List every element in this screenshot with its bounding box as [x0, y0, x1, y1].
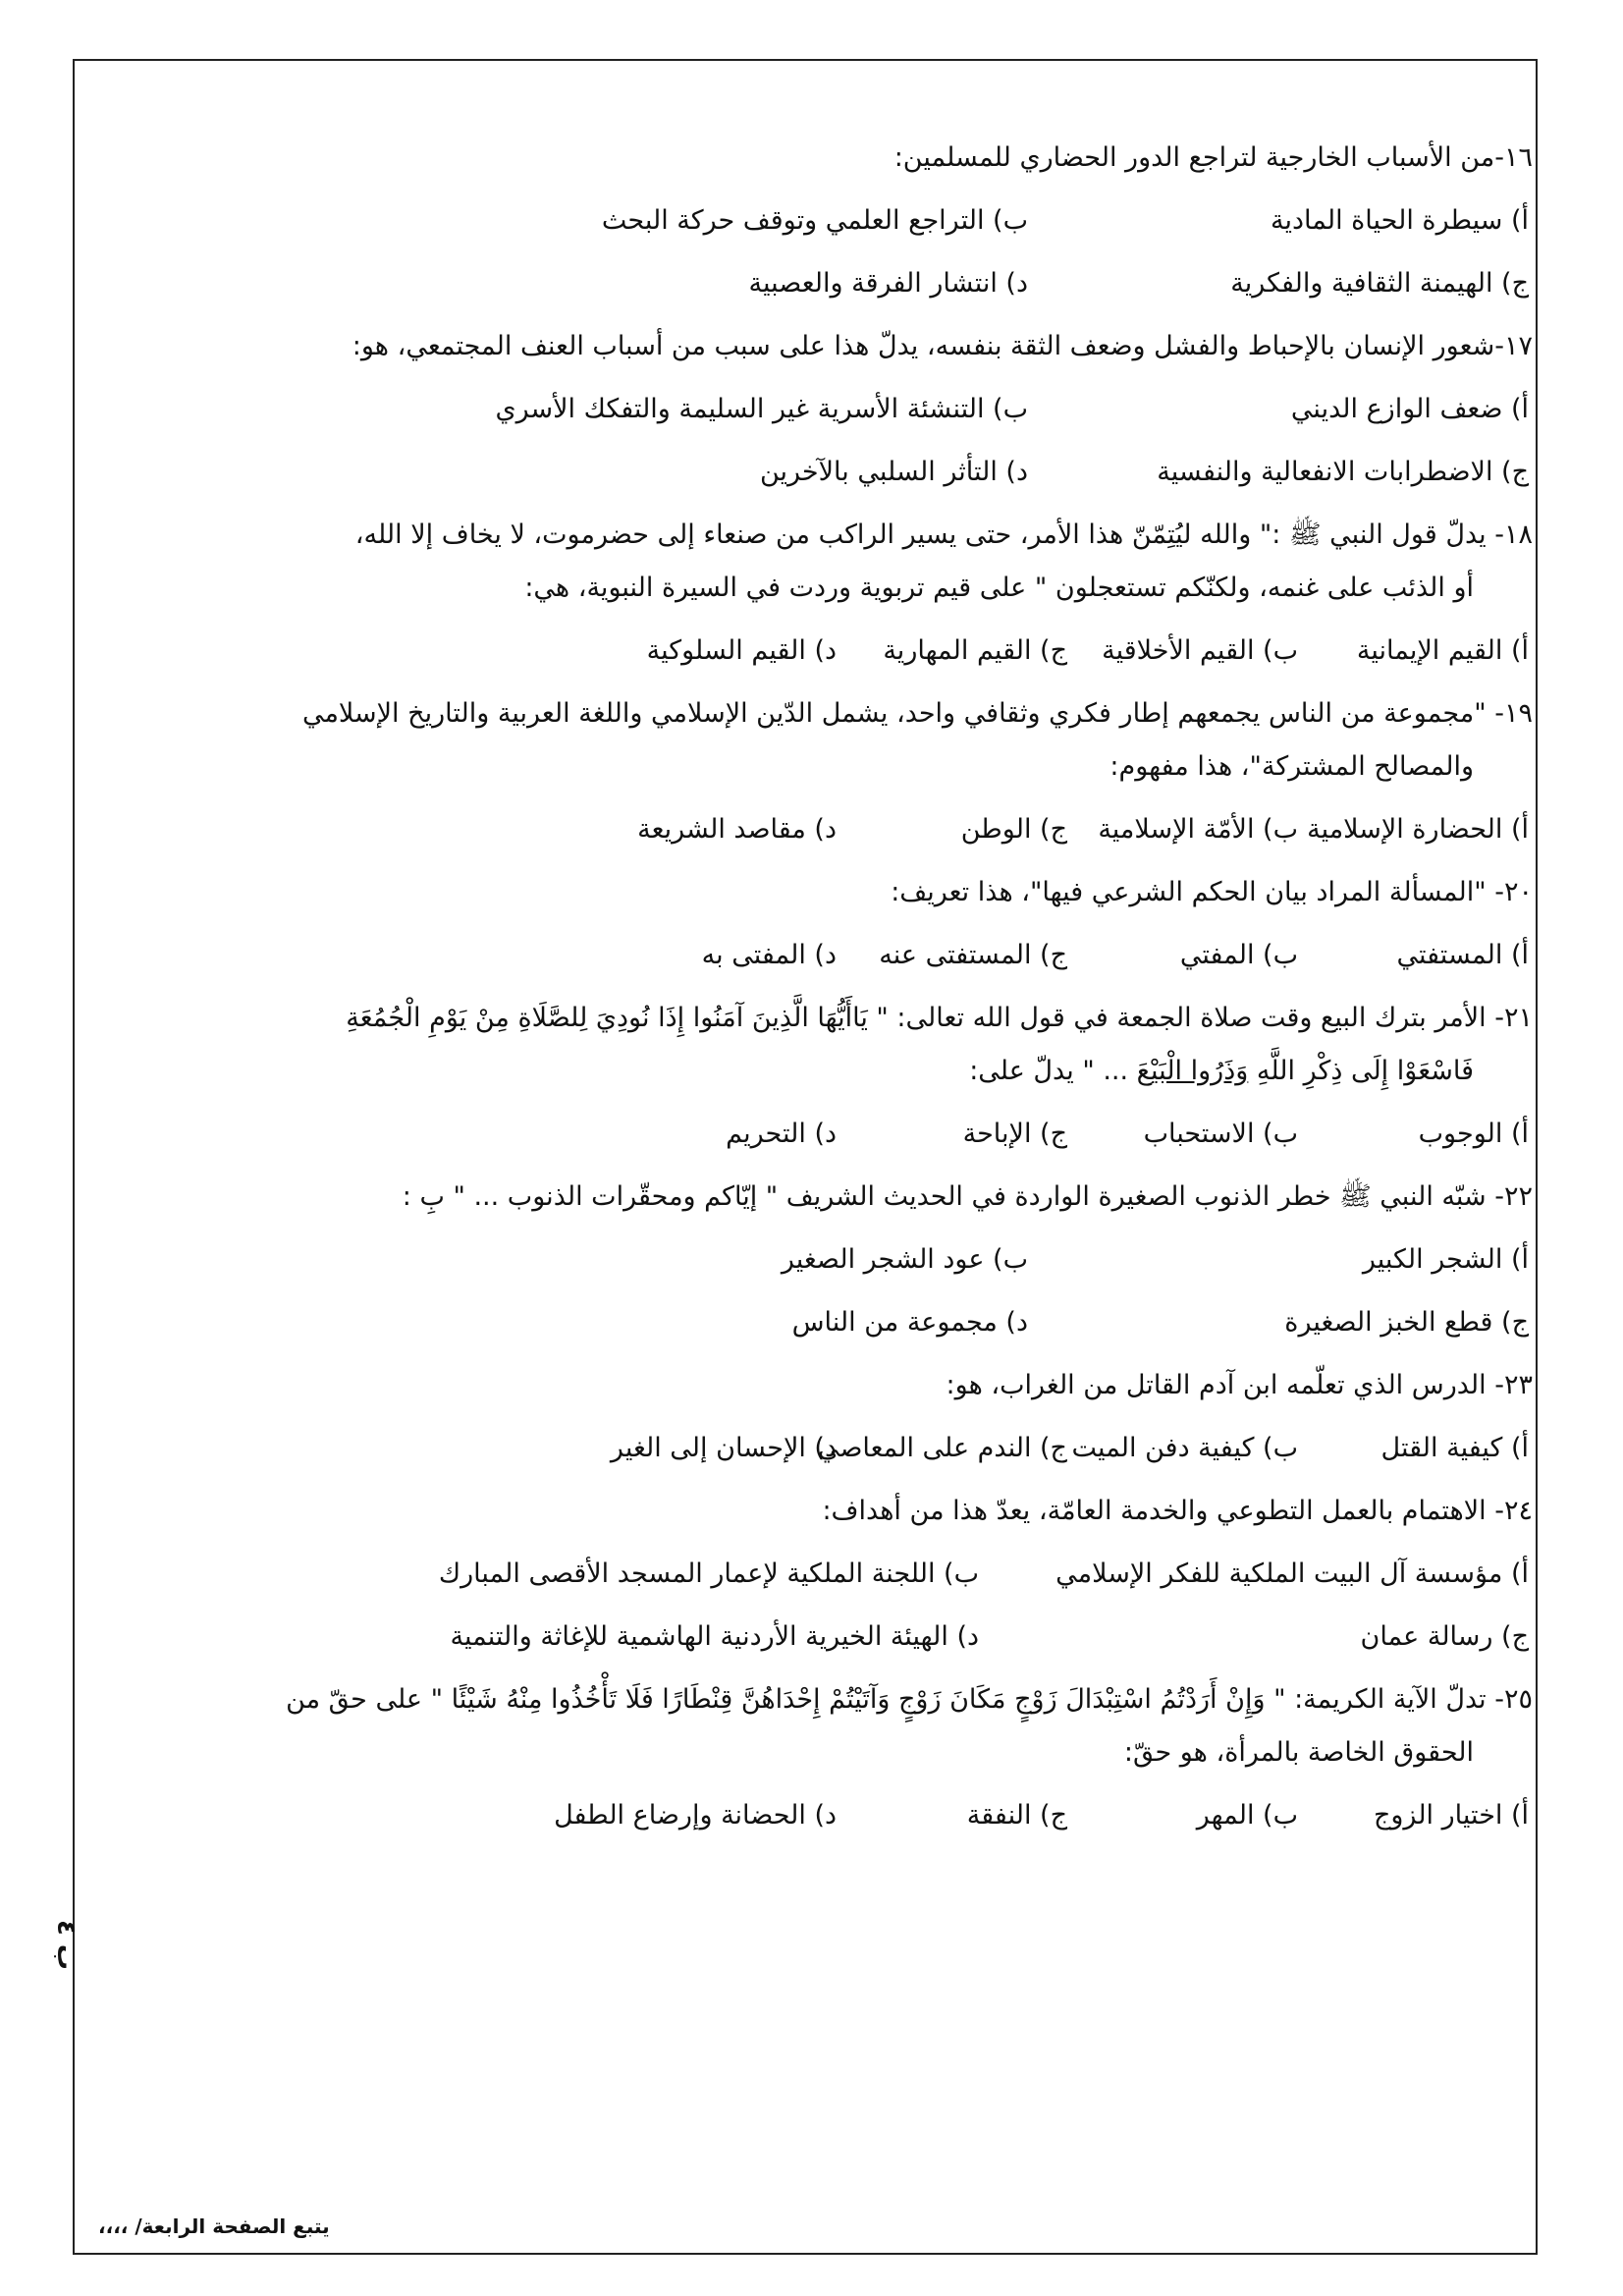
question-17	[102, 326, 1533, 493]
question-23	[102, 1365, 1533, 1469]
options-row	[102, 389, 1533, 430]
option-c: ج) الهيمنة الثقافية والفكرية	[1230, 268, 1529, 299]
page-footer: يتبع الصفحة الرابعة/ ،،،،	[98, 2214, 330, 2238]
question-stem: ٢٤- الاهتمام بالعمل التطوعي والخدمة العامّة، يعدّ هذا من أهداف:	[822, 1496, 1533, 1526]
question-18	[102, 515, 1533, 672]
option-b: ب) المهر	[1196, 1800, 1298, 1831]
option-a: أ) سيطرة الحياة المادية	[1271, 205, 1529, 236]
verse-underlined: وَذَرُوا الْبَيْعَ	[1136, 1056, 1249, 1086]
option-c: ج) الاضطرابات الانفعالية والنفسية	[1157, 457, 1529, 487]
option-b: ب) الأمّة الإسلامية	[1098, 814, 1298, 845]
option-c: ج) القيم المهارية	[883, 635, 1067, 666]
option-d: د) انتشار الفرقة والعصبية	[748, 268, 1028, 299]
option-c: ج) المستفتى عنه	[879, 940, 1067, 970]
question-stem: ٢٠- "المسألة المراد بيان الحكم الشرعي فيها"، هذا تعريف:	[891, 877, 1533, 907]
option-c: ج) قطع الخبز الصغيرة	[1284, 1307, 1529, 1338]
option-d: د) الإحسان إلى الغير	[610, 1433, 837, 1463]
option-d: د) مجموعة من الناس	[791, 1307, 1028, 1338]
options-row	[102, 263, 1533, 304]
option-a: أ) مؤسسة آل البيت الملكية للفكر الإسلامي	[1055, 1558, 1529, 1589]
question-list	[102, 137, 1533, 1858]
question-stem: ٢٢- شبّه النبي ﷺ خطر الذنوب الصغيرة الواردة في الحديث الشريف " إيّاكم ومحقّرات الذنوب ... " بِ :	[402, 1181, 1533, 1212]
question-24	[102, 1491, 1533, 1658]
question-22	[102, 1176, 1533, 1343]
options-row	[102, 1114, 1533, 1155]
option-c: ج) رسالة عمان	[1360, 1621, 1529, 1652]
options-row	[102, 1302, 1533, 1343]
option-b: ب) التنشئة الأسرية غير السليمة والتفكك الأسري	[495, 394, 1028, 424]
options-row	[102, 1428, 1533, 1469]
option-a: أ) ضعف الوازع الديني	[1290, 394, 1529, 424]
question-21	[102, 998, 1533, 1155]
option-d: د) القيم السلوكية	[646, 635, 837, 666]
question-20	[102, 872, 1533, 976]
question-stem-continued: أو الذئب على غنمه، ولكنّكم تستعجلون " على قيم تربوية وردت في السيرة النبوية، هي:	[524, 573, 1474, 603]
options-row	[102, 200, 1533, 242]
question-stem: ١٧-شعور الإنسان بالإحباط والفشل وضعف الثقة بنفسه، يدلّ هذا على سبب من أسباب العنف المجتمعي، هو:	[352, 331, 1533, 361]
option-a: أ) اختيار الزوج	[1373, 1800, 1529, 1831]
option-c: ج) الإباحة	[962, 1119, 1067, 1149]
options-row	[102, 1554, 1533, 1595]
options-row	[102, 452, 1533, 493]
question-stem: ٢١- الأمر بترك البيع وقت صلاة الجمعة في قول الله تعالى: " يَاأَيُّهَا الَّذِينَ آمَنُوا إِذَا نُودِيَ لِلصَّلَاةِ مِنْ يَوْمِ الْجُمُعَةِ	[346, 1003, 1533, 1033]
option-a: أ) كيفية القتل	[1380, 1433, 1529, 1463]
options-row	[102, 1239, 1533, 1281]
option-d: د) التحريم	[726, 1119, 837, 1149]
stem-end: ... " يدلّ على:	[969, 1056, 1137, 1086]
options-row	[102, 630, 1533, 672]
question-25	[102, 1679, 1533, 1836]
option-d: د) التأثر السلبي بالآخرين	[759, 457, 1028, 487]
question-stem: ٢٣- الدرس الذي تعلّمه ابن آدم القاتل من الغراب، هو:	[946, 1370, 1533, 1400]
option-a: أ) المستفتي	[1396, 940, 1529, 970]
option-b: ب) التراجع العلمي وتوقف حركة البحث	[601, 205, 1028, 236]
option-b: ب) اللجنة الملكية لإعمار المسجد الأقصى المبارك	[438, 1558, 979, 1589]
margin-note: ب ٤	[51, 1920, 81, 1971]
option-d: د) الحضانة وإرضاع الطفل	[554, 1800, 837, 1831]
question-stem: ١٨- يدلّ قول النبي ﷺ :" والله ليُتِمّنّ هذا الأمر، حتى يسير الراكب من صنعاء إلى حضرموت، لا يخاف إلا الله،	[354, 519, 1533, 550]
option-b: ب) الاستحباب	[1143, 1119, 1298, 1149]
question-stem: ١٩- "مجموعة من الناس يجمعهم إطار فكري وثقافي واحد، يشمل الدّين الإسلامي واللغة العربية والتاريخ الإسلامي	[301, 698, 1533, 729]
option-a: أ) الوجوب	[1418, 1119, 1529, 1149]
question-stem-continued: الحقوق الخاصة بالمرأة، هو حقّ:	[1123, 1737, 1474, 1768]
question-16	[102, 137, 1533, 304]
question-stem-continued: والمصالح المشتركة"، هذا مفهوم:	[1109, 751, 1474, 782]
option-d: د) المفتى به	[701, 940, 837, 970]
options-row	[102, 935, 1533, 976]
options-row	[102, 1795, 1533, 1836]
option-a: أ) الشجر الكبير	[1362, 1244, 1529, 1275]
options-row	[102, 1616, 1533, 1658]
option-b: ب) كيفية دفن الميت	[1071, 1433, 1298, 1463]
options-row	[102, 809, 1533, 850]
question-19	[102, 693, 1533, 850]
option-d: د) الهيئة الخيرية الأردنية الهاشمية للإغاثة والتنمية	[450, 1621, 979, 1652]
question-stem-continued	[102, 1051, 1474, 1092]
option-a: أ) القيم الإيمانية	[1356, 635, 1529, 666]
option-b: ب) المفتي	[1179, 940, 1298, 970]
option-c: ج) الندم على المعاصي	[817, 1433, 1067, 1463]
option-b: ب) القيم الأخلاقية	[1102, 635, 1298, 666]
question-stem: ٢٥- تدلّ الآية الكريمة: " وَإِنْ أَرَدْتُمُ اسْتِبْدَالَ زَوْجٍ مَكَانَ زَوْجٍ وَآتَيْتُمْ إِحْدَاهُنَّ قِنْطَارًا فَلَا تَأْخُذُوا مِنْهُ شَيْئًا " على حقّ من	[286, 1684, 1533, 1715]
question-stem: ١٦-من الأسباب الخارجية لتراجع الدور الحضاري للمسلمين:	[893, 142, 1533, 173]
option-b: ب) عود الشجر الصغير	[781, 1244, 1028, 1275]
option-c: ج) الوطن	[960, 814, 1067, 845]
option-a: أ) الحضارة الإسلامية	[1307, 814, 1529, 845]
verse-part: فَاسْعَوْا إِلَى ذِكْرِ اللَّهِ	[1248, 1056, 1474, 1086]
option-c: ج) النفقة	[966, 1800, 1067, 1831]
option-d: د) مقاصد الشريعة	[637, 814, 837, 845]
